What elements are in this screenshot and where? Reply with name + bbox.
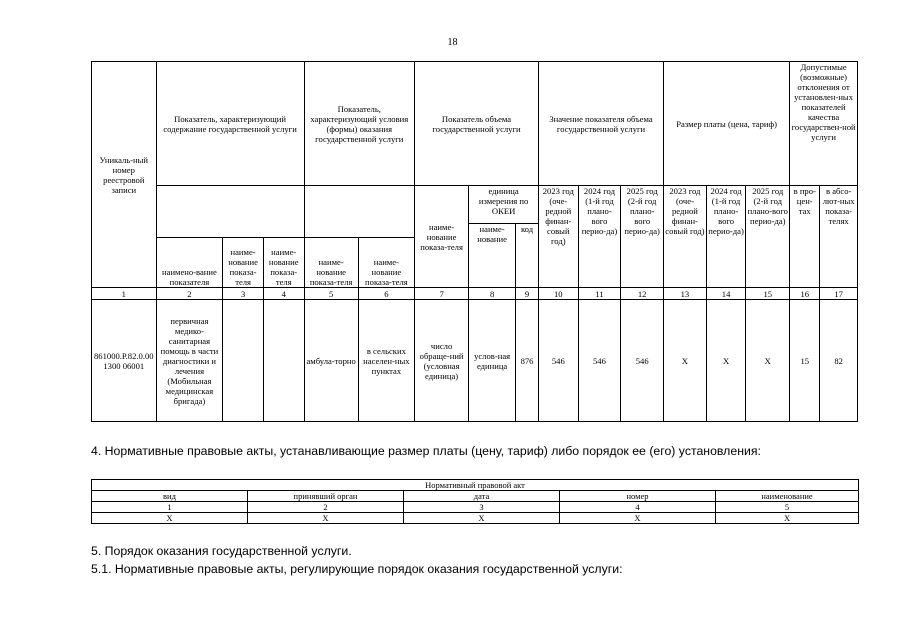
column-numbers-row <box>92 288 858 300</box>
header-fee-2023: 2023 год (оче-редной финан-совый год) <box>664 186 707 288</box>
header-condition-indicator-2: наиме-нование показа-теля <box>358 238 414 288</box>
header-unit-name: наиме-нование <box>469 224 516 288</box>
header-fee-2024: 2024 год (1-й год плано-вого перио-да) <box>706 186 746 288</box>
value-2024-cell: 546 <box>578 300 621 422</box>
content-indicator-cell <box>223 300 264 422</box>
header-volume-name: наиме-нование показа-теля <box>415 186 469 288</box>
acts-column-number: 5 <box>716 502 859 513</box>
acts-column-header: принявший орган <box>248 491 404 502</box>
column-number: 17 <box>820 288 858 300</box>
header-value-2025: 2025 год (2-й год плано-вого перио-да) <box>621 186 664 288</box>
header-conditions-group: Показатель, характеризующий условия (формы) оказания государственной услуги <box>304 62 414 186</box>
section-4-heading: 4. Нормативные правовые акты, устанавливающие размер платы (цену, тариф) либо порядок ее (его) установления: <box>91 444 761 458</box>
volume-name-cell: число обраще-ний (условная единица) <box>415 300 469 422</box>
acts-column-number: 2 <box>248 502 404 513</box>
header-value-group: Значение показателя объема государственной услуги <box>539 62 664 186</box>
column-number: 9 <box>516 288 539 300</box>
table-row <box>92 513 859 524</box>
column-number: 15 <box>746 288 790 300</box>
header-content-group: Показатель, характеризующий содержание государственной услуги <box>156 62 304 186</box>
deviation-absolute-cell: 82 <box>820 300 858 422</box>
column-number: 12 <box>621 288 664 300</box>
acts-cell: Х <box>716 513 859 524</box>
value-2025-cell: 546 <box>621 300 664 422</box>
acts-cell: Х <box>404 513 560 524</box>
column-number: 3 <box>223 288 264 300</box>
acts-column-number: 3 <box>404 502 560 513</box>
column-number: 4 <box>263 288 304 300</box>
column-number: 10 <box>539 288 579 300</box>
header-content-indicator-1: наимено-вание показателя <box>156 238 223 288</box>
column-number: 2 <box>156 288 223 300</box>
column-number: 5 <box>304 288 358 300</box>
page-number: 18 <box>447 37 458 48</box>
column-number: 7 <box>415 288 469 300</box>
acts-cell: Х <box>248 513 404 524</box>
header-condition-indicator-1: наиме-нование показа-теля <box>304 238 358 288</box>
acts-column-header: дата <box>404 491 560 502</box>
acts-column-header: наименование <box>716 491 859 502</box>
header-value-2024: 2024 год (1-й год плано-вого перио-да) <box>578 186 621 288</box>
fee-2023-cell: Х <box>664 300 707 422</box>
column-number: 6 <box>358 288 414 300</box>
column-number: 16 <box>790 288 820 300</box>
header-deviation-absolute: в абсо-лют-ных показа-телях <box>820 186 858 288</box>
header-fee-2025: 2025 год (2-й год плано-вого перио-да) <box>746 186 790 288</box>
content-indicator-cell: первичная медико-санитарная помощь в части диагностики и лечения (Мобильная медицинская бригада) <box>156 300 223 422</box>
deviation-percent-cell: 15 <box>790 300 820 422</box>
acts-column-header: номер <box>560 491 716 502</box>
header-deviation-group: Допустимые (возможные) отклонения от установлен-ных показателей качества государствен-ной услуги <box>790 62 858 186</box>
acts-cell: Х <box>560 513 716 524</box>
acts-group-header: Нормативный правовой акт <box>92 480 859 491</box>
header-content-spacer <box>156 186 304 238</box>
header-registry-number: Уникаль-ный номер реестровой записи <box>92 62 157 288</box>
column-number: 13 <box>664 288 707 300</box>
header-volume-group: Показатель объема государственной услуги <box>415 62 539 186</box>
legal-acts-table <box>91 479 859 524</box>
fee-2025-cell: Х <box>746 300 790 422</box>
header-conditions-spacer <box>304 186 414 238</box>
header-fee-group: Размер платы (цена, тариф) <box>664 62 790 186</box>
acts-cell: Х <box>92 513 248 524</box>
condition-indicator-cell: амбула-торно <box>304 300 358 422</box>
column-number: 8 <box>469 288 516 300</box>
header-volume-unit: единица измерения по ОКЕИ <box>469 186 539 224</box>
content-indicator-cell <box>263 300 304 422</box>
acts-column-number: 4 <box>560 502 716 513</box>
header-value-2023: 2023 год (оче-редной финан-совый год) <box>539 186 579 288</box>
header-unit-code: код <box>516 224 539 288</box>
table-row <box>92 300 858 422</box>
registry-number-cell: 861000.Р.82.0.001300 06001 <box>92 300 157 422</box>
condition-indicator-cell: в сельских населен-ных пунктах <box>358 300 414 422</box>
value-2023-cell: 546 <box>539 300 579 422</box>
section-5-heading: 5. Порядок оказания государственной услуги. <box>91 544 352 558</box>
section-5-1-heading: 5.1. Нормативные правовые акты, регулирующие порядок оказания государственной услуги: <box>91 562 623 576</box>
unit-code-cell: 876 <box>516 300 539 422</box>
fee-2024-cell: Х <box>706 300 746 422</box>
acts-column-header: вид <box>92 491 248 502</box>
header-content-indicator-2: наиме-нование показа-теля <box>223 238 264 288</box>
header-content-indicator-3: наиме-нование показа-теля <box>263 238 304 288</box>
service-volume-table <box>91 61 858 422</box>
column-number: 14 <box>706 288 746 300</box>
acts-column-number: 1 <box>92 502 248 513</box>
unit-name-cell: услов-ная единица <box>469 300 516 422</box>
column-number: 1 <box>92 288 157 300</box>
column-number: 11 <box>578 288 621 300</box>
header-deviation-percent: в про-цен-тах <box>790 186 820 288</box>
